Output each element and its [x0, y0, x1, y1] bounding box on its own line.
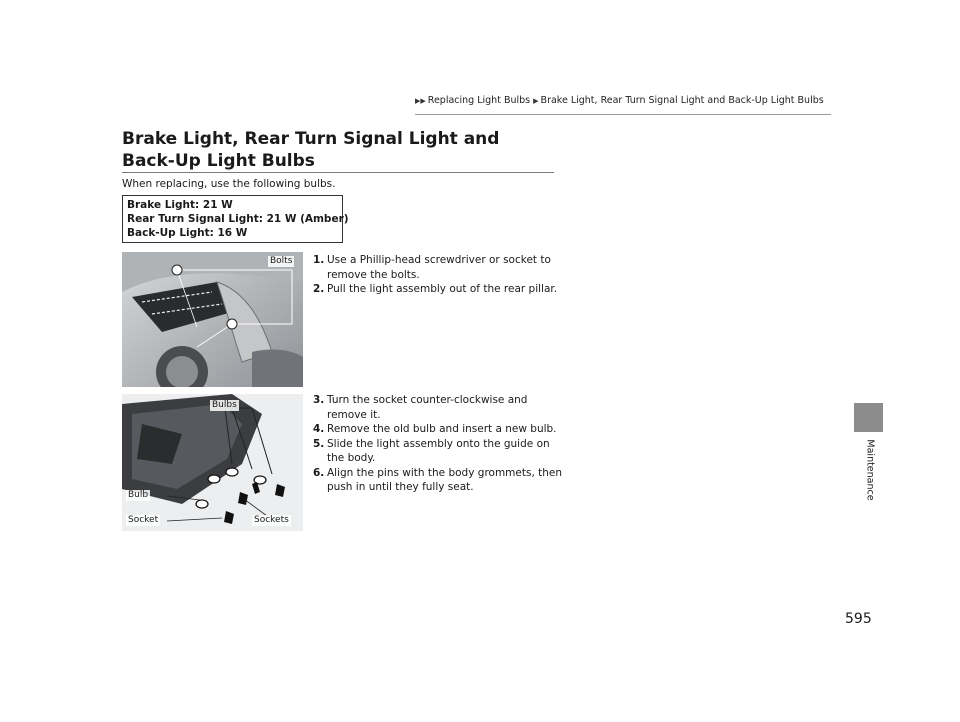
callout-sockets: Sockets — [254, 515, 289, 525]
double-arrow-icon: ▶▶ — [415, 97, 426, 105]
breadcrumb-parent[interactable]: Replacing Light Bulbs — [427, 95, 531, 106]
steps-list-removal — [313, 253, 563, 297]
arrow-icon: ▶ — [533, 97, 539, 105]
spec-turn-signal-light: Rear Turn Signal Light: 21 W (Amber) — [127, 213, 349, 225]
breadcrumb-current: Brake Light, Rear Turn Signal Light and Back-Up Light Bulbs — [540, 95, 824, 106]
bolt-icon — [172, 265, 182, 275]
rear-pillar-illustration — [122, 252, 303, 387]
callout-socket: Socket — [128, 515, 159, 525]
page-title: Brake Light, Rear Turn Signal Light and Back-Up Light Bulbs — [122, 129, 500, 171]
steps-list-replacement — [313, 393, 563, 495]
title-divider — [122, 172, 554, 173]
bolt-icon — [227, 319, 237, 329]
step-item: 5. Slide the light assembly onto the guide on the body. — [313, 437, 550, 464]
section-tab-marker[interactable] — [854, 403, 883, 432]
step-item: 1. Use a Phillip-head screwdriver or socket to remove the bolts. — [313, 254, 551, 281]
callout-bulbs: Bulbs — [212, 400, 237, 410]
step-item: 3. Turn the socket counter-clockwise and remove it. — [313, 394, 528, 421]
breadcrumb — [415, 95, 824, 106]
light-assembly-drawing — [122, 394, 303, 531]
rear-pillar-drawing — [122, 252, 303, 387]
step-item: 4. Remove the old bulb and insert a new bulb. — [313, 423, 557, 435]
intro-text: When replacing, use the following bulbs. — [122, 178, 336, 190]
callout-bulb: Bulb — [128, 490, 149, 500]
page-number: 595 — [845, 611, 872, 627]
section-tab-label: Maintenance — [864, 439, 876, 501]
light-assembly-illustration — [122, 394, 303, 531]
spec-brake-light: Brake Light: 21 W — [127, 199, 233, 211]
header-divider — [415, 114, 831, 115]
bulb-spec-box — [122, 195, 349, 243]
spec-back-up-light: Back-Up Light: 16 W — [127, 227, 248, 239]
step-item: 2. Pull the light assembly out of the rear pillar. — [313, 283, 558, 295]
step-item: 6. Align the pins with the body grommets, then push in until they fully seat. — [313, 466, 563, 493]
callout-bolts: Bolts — [270, 256, 293, 266]
